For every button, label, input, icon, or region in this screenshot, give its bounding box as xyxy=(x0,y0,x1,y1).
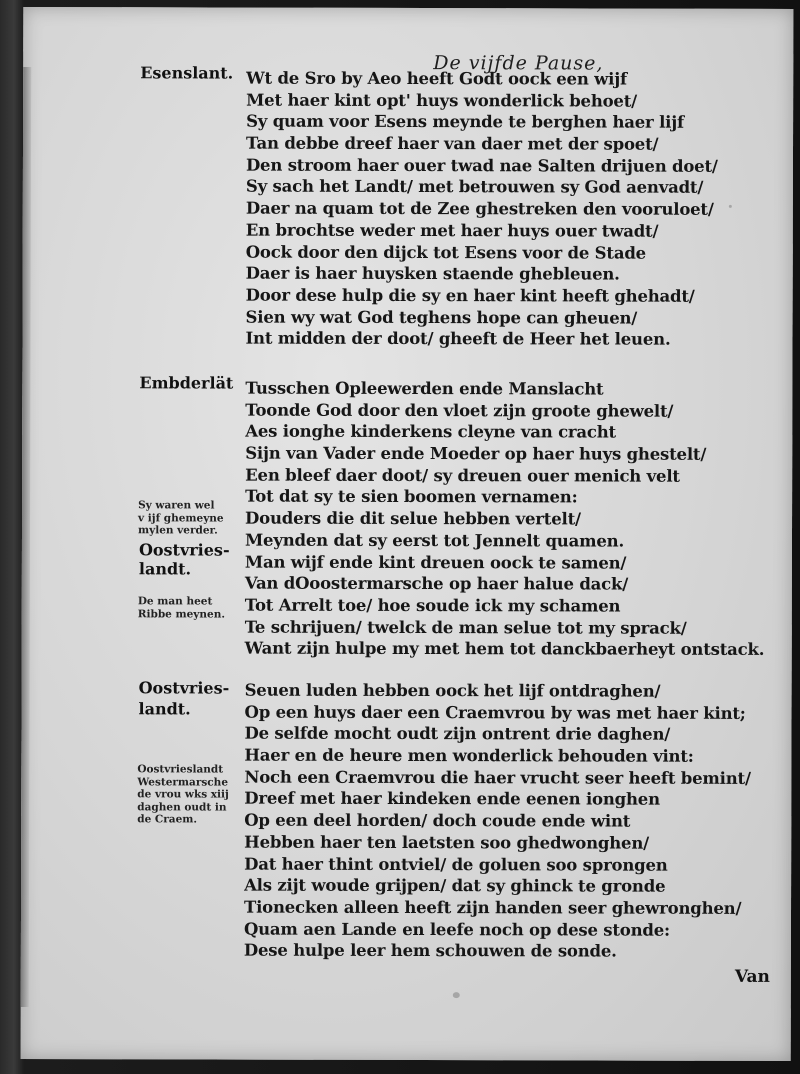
catchword: Van xyxy=(734,966,770,987)
margin-heading-esenslant: Esenslant. xyxy=(140,63,234,83)
verse-line: Op een huys daer een Craemvrou by was met haer kint; xyxy=(244,702,746,723)
verse-line: En brochtse weder met haer huys ouer twadt/ xyxy=(245,220,659,241)
margin-heading-oostvrieslandt-2: Oostvries- landt. xyxy=(138,678,230,719)
margin-note-westermarsche: Oostvrieslandt Westermarsche de vrou wks xiij daghen oudt in de Craem. xyxy=(137,763,229,826)
verse-line: Van dOoostermarsche op haer halue dack/ xyxy=(244,573,629,594)
verse-line: Int midden der doot/ gheeft de Heer het leuen. xyxy=(245,328,671,349)
verse-line: Douders die dit selue hebben vertelt/ xyxy=(245,508,581,529)
verse-line: Tionecken alleen heeft zijn handen seer ghewronghen/ xyxy=(243,897,742,918)
verse-line: Tusschen Opleewerden ende Manslacht xyxy=(245,378,604,399)
verse-line: Sy quam voor Esens meynde te berghen haer lijf xyxy=(246,111,684,133)
verse-line: Haer en de heure men wonderlick behouden vint: xyxy=(244,745,694,766)
verse-line: Tan debbe dreef haer van daer met der spoet/ xyxy=(245,133,659,154)
verse-line: Noch een Craemvrou die haer vrucht seer heeft bemint/ xyxy=(244,767,751,788)
verse-line: Door dese hulp die sy en haer kint heeft ghehadt/ xyxy=(245,285,695,306)
verse-line: Sijn van Vader ende Moeder op haer huys ghestelt/ xyxy=(245,443,707,464)
verse-line: Te schrijuen/ twelck de man selue tot my sprack/ xyxy=(244,617,687,638)
paper-speck xyxy=(453,992,460,998)
verse-line: Dreef met haer kindeken ende eenen ionghen xyxy=(244,789,660,810)
paper-speck xyxy=(729,205,732,208)
margin-note-name: De man heet Ribbe meynen. xyxy=(137,595,226,621)
verse-line: De selfde mocht oudt zijn ontrent drie daghen/ xyxy=(244,723,671,745)
verse-line: Als zijt woude grijpen/ dat sy ghinck te gronde xyxy=(244,875,666,896)
stanza-2 xyxy=(245,378,765,661)
book-page xyxy=(21,7,794,1061)
verse-line: Sien wy wat God teghens hope can gheuen/ xyxy=(245,307,638,328)
stanza-1 xyxy=(245,68,718,351)
verse-line: Seuen luden hebben oock het lijf ontdraghen/ xyxy=(244,680,661,701)
verse-line: Tot Arrelt toe/ hoe soude ick my schamen xyxy=(244,595,621,616)
margin-heading-embderlant: Embderlät xyxy=(139,373,234,393)
verse-line: Op een deel horden/ doch coude ende wint xyxy=(244,810,631,831)
stanza-3 xyxy=(244,680,751,963)
verse-line: Den stroom haer ouer twad nae Salten drijuen doet/ xyxy=(245,155,718,176)
verse-line: Dat haer thint ontviel/ de goluen soo sprongen xyxy=(244,854,668,875)
verse-line: Meynden dat sy eerst tot Jennelt quamen. xyxy=(244,530,625,551)
verse-line: Daer na quam tot de Zee ghestreken den vooruloet/ xyxy=(245,198,714,219)
page-gutter-shadow xyxy=(21,67,31,1007)
verse-line: Daer is haer huysken staende ghebleuen. xyxy=(245,263,620,284)
verse-line: Tot dat sy te sien boomen vernamen: xyxy=(245,487,578,507)
verse-line: Hebben haer ten laetsten soo ghedwonghen/ xyxy=(244,832,650,853)
margin-heading-oostvrieslandt: Oostvries- landt. xyxy=(138,540,230,579)
verse-line: Wt de Sro by Aeo heeft Godt oock een wijf xyxy=(246,68,627,89)
verse-line: Aes ionghe kinderkens cleyne van cracht xyxy=(245,421,617,442)
running-head: De vijfde Pause, xyxy=(433,52,604,75)
verse-line: Een bleef daer doot/ sy dreuen ouer menich velt xyxy=(245,465,680,486)
verse-line: Dese hulpe leer hem schouwen de sonde. xyxy=(243,940,617,961)
verse-line: Sy sach het Landt/ met betrouwen sy God aenvadt/ xyxy=(245,177,704,198)
verse-line: Oock door den dijck tot Esens voor de Stade xyxy=(245,242,646,263)
verse-line: Toonde God door den vloet zijn groote ghewelt/ xyxy=(245,400,674,421)
verse-line: Man wijf ende kint dreuen oock te samen/ xyxy=(244,552,627,573)
margin-note-distance: Sy waren wel v ijf ghemeyne mylen verder. xyxy=(137,499,224,537)
verse-line: Want zijn hulpe my met hem tot danckbaerheyt ontstack. xyxy=(244,638,765,660)
verse-line: Quam aen Lande en leefe noch op dese stonde: xyxy=(243,919,670,940)
verse-line: Met haer kint opt' huys wonderlick behoet/ xyxy=(246,90,638,111)
